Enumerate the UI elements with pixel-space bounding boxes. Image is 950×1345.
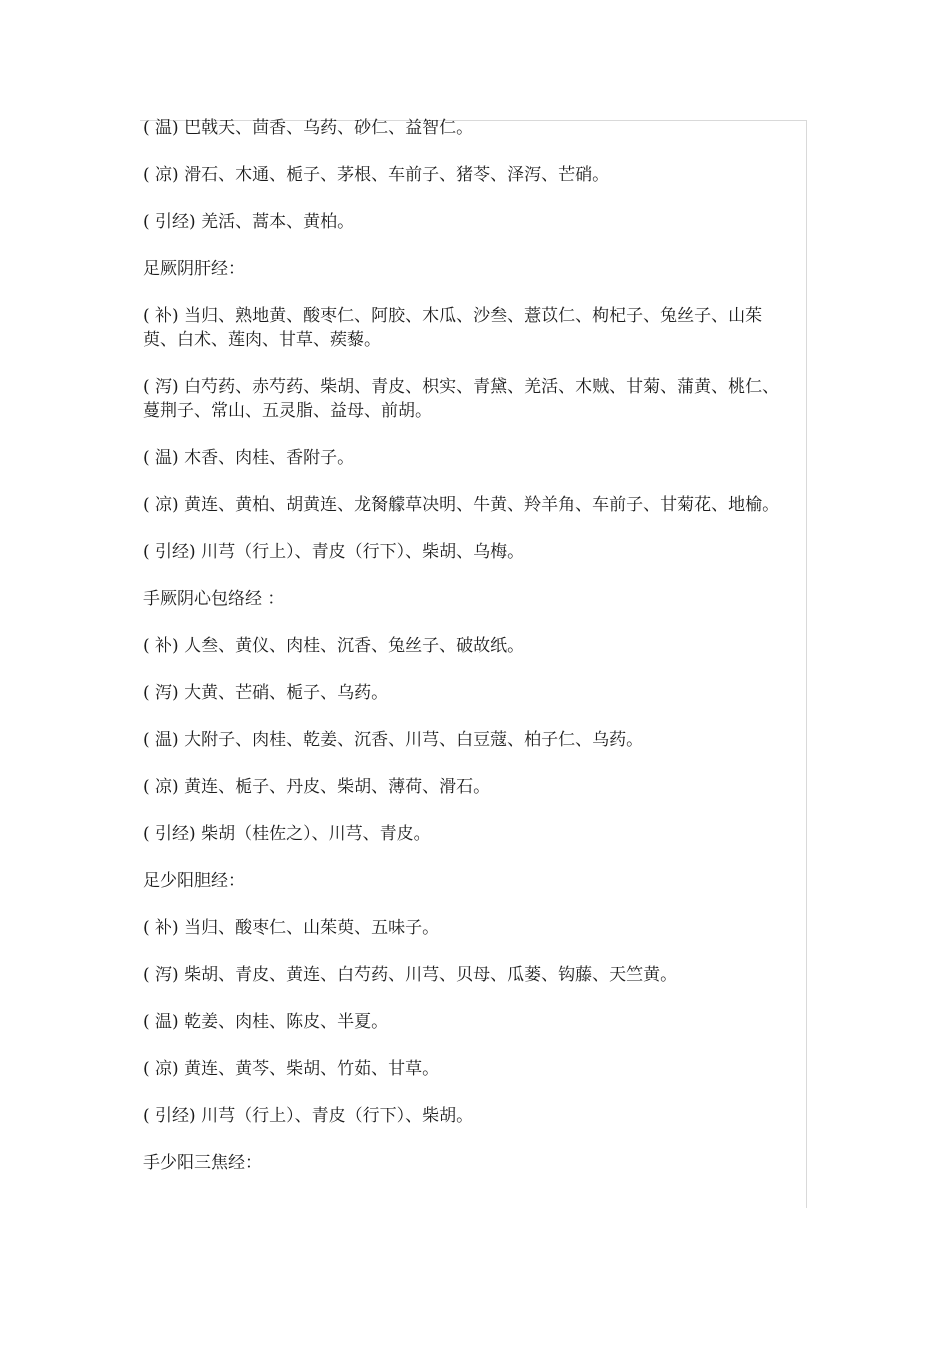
paragraph: ( 引经) 柴胡（桂佐之）、川芎、青皮。 — [143, 824, 431, 844]
paragraph: ( 温) 巴戟天、茴香、乌药、砂仁、益智仁。 — [143, 118, 474, 138]
section-heading: 足少阳胆经： — [143, 871, 245, 891]
paragraph: ( 泻) 柴胡、青皮、黄连、白芍药、川芎、贝母、瓜蒌、钩藤、天竺黄。 — [143, 965, 678, 985]
paragraph: ( 引经) 川芎（行上）、青皮（行下）、柴胡。 — [143, 1106, 474, 1126]
paragraph: ( 补) 当归、酸枣仁、山茱萸、五味子。 — [143, 918, 440, 938]
document-body — [143, 116, 783, 1208]
paragraph: ( 补) 人叁、黄仪、肉桂、沉香、兔丝子、破故纸。 — [143, 636, 525, 656]
paragraph: ( 泻) 白芍药、赤芍药、柴胡、青皮、枳实、青黛、羌活、木贼、甘菊、蒲黄、桃仁、蔓荆子、常山、五灵脂、益母、前胡。 — [143, 377, 780, 421]
paragraph: ( 凉) 黄连、黄柏、胡黄连、龙胬艨草决明、牛黄、羚羊角、车前子、甘菊花、地榆。 — [143, 495, 780, 515]
section-heading: 手厥阴心包络经 ： — [143, 589, 285, 609]
section-heading: 手少阳三焦经： — [143, 1153, 262, 1173]
paragraph: ( 凉) 滑石、木通、栀子、茅根、车前子、猪苓、泽泻、芒硝。 — [143, 165, 610, 185]
paragraph: ( 引经) 羌活、蒿本、黄柏。 — [143, 212, 355, 232]
paragraph: ( 温) 大附子、肉桂、乾姜、沉香、川芎、白豆蔻、柏子仁、乌药。 — [143, 730, 644, 750]
paragraph: ( 补) 当归、熟地黄、酸枣仁、阿胶、木瓜、沙叁、薏苡仁、枸杞子、兔丝子、山茱萸、白术、莲肉、甘草、蒺藜。 — [143, 306, 763, 350]
section-heading: 足厥阴肝经： — [143, 259, 245, 279]
paragraph: ( 引经) 川芎（行上）、青皮（行下）、柴胡、乌梅。 — [143, 542, 525, 562]
paragraph: ( 温) 乾姜、肉桂、陈皮、半夏。 — [143, 1012, 389, 1032]
paragraph: ( 凉) 黄连、栀子、丹皮、柴胡、薄荷、滑石。 — [143, 777, 491, 797]
paragraph: ( 泻) 大黄、芒硝、栀子、乌药。 — [143, 683, 389, 703]
paragraph: ( 温) 木香、肉桂、香附子。 — [143, 448, 355, 468]
paragraph: ( 凉) 黄连、黄芩、柴胡、竹茹、甘草。 — [143, 1059, 440, 1079]
